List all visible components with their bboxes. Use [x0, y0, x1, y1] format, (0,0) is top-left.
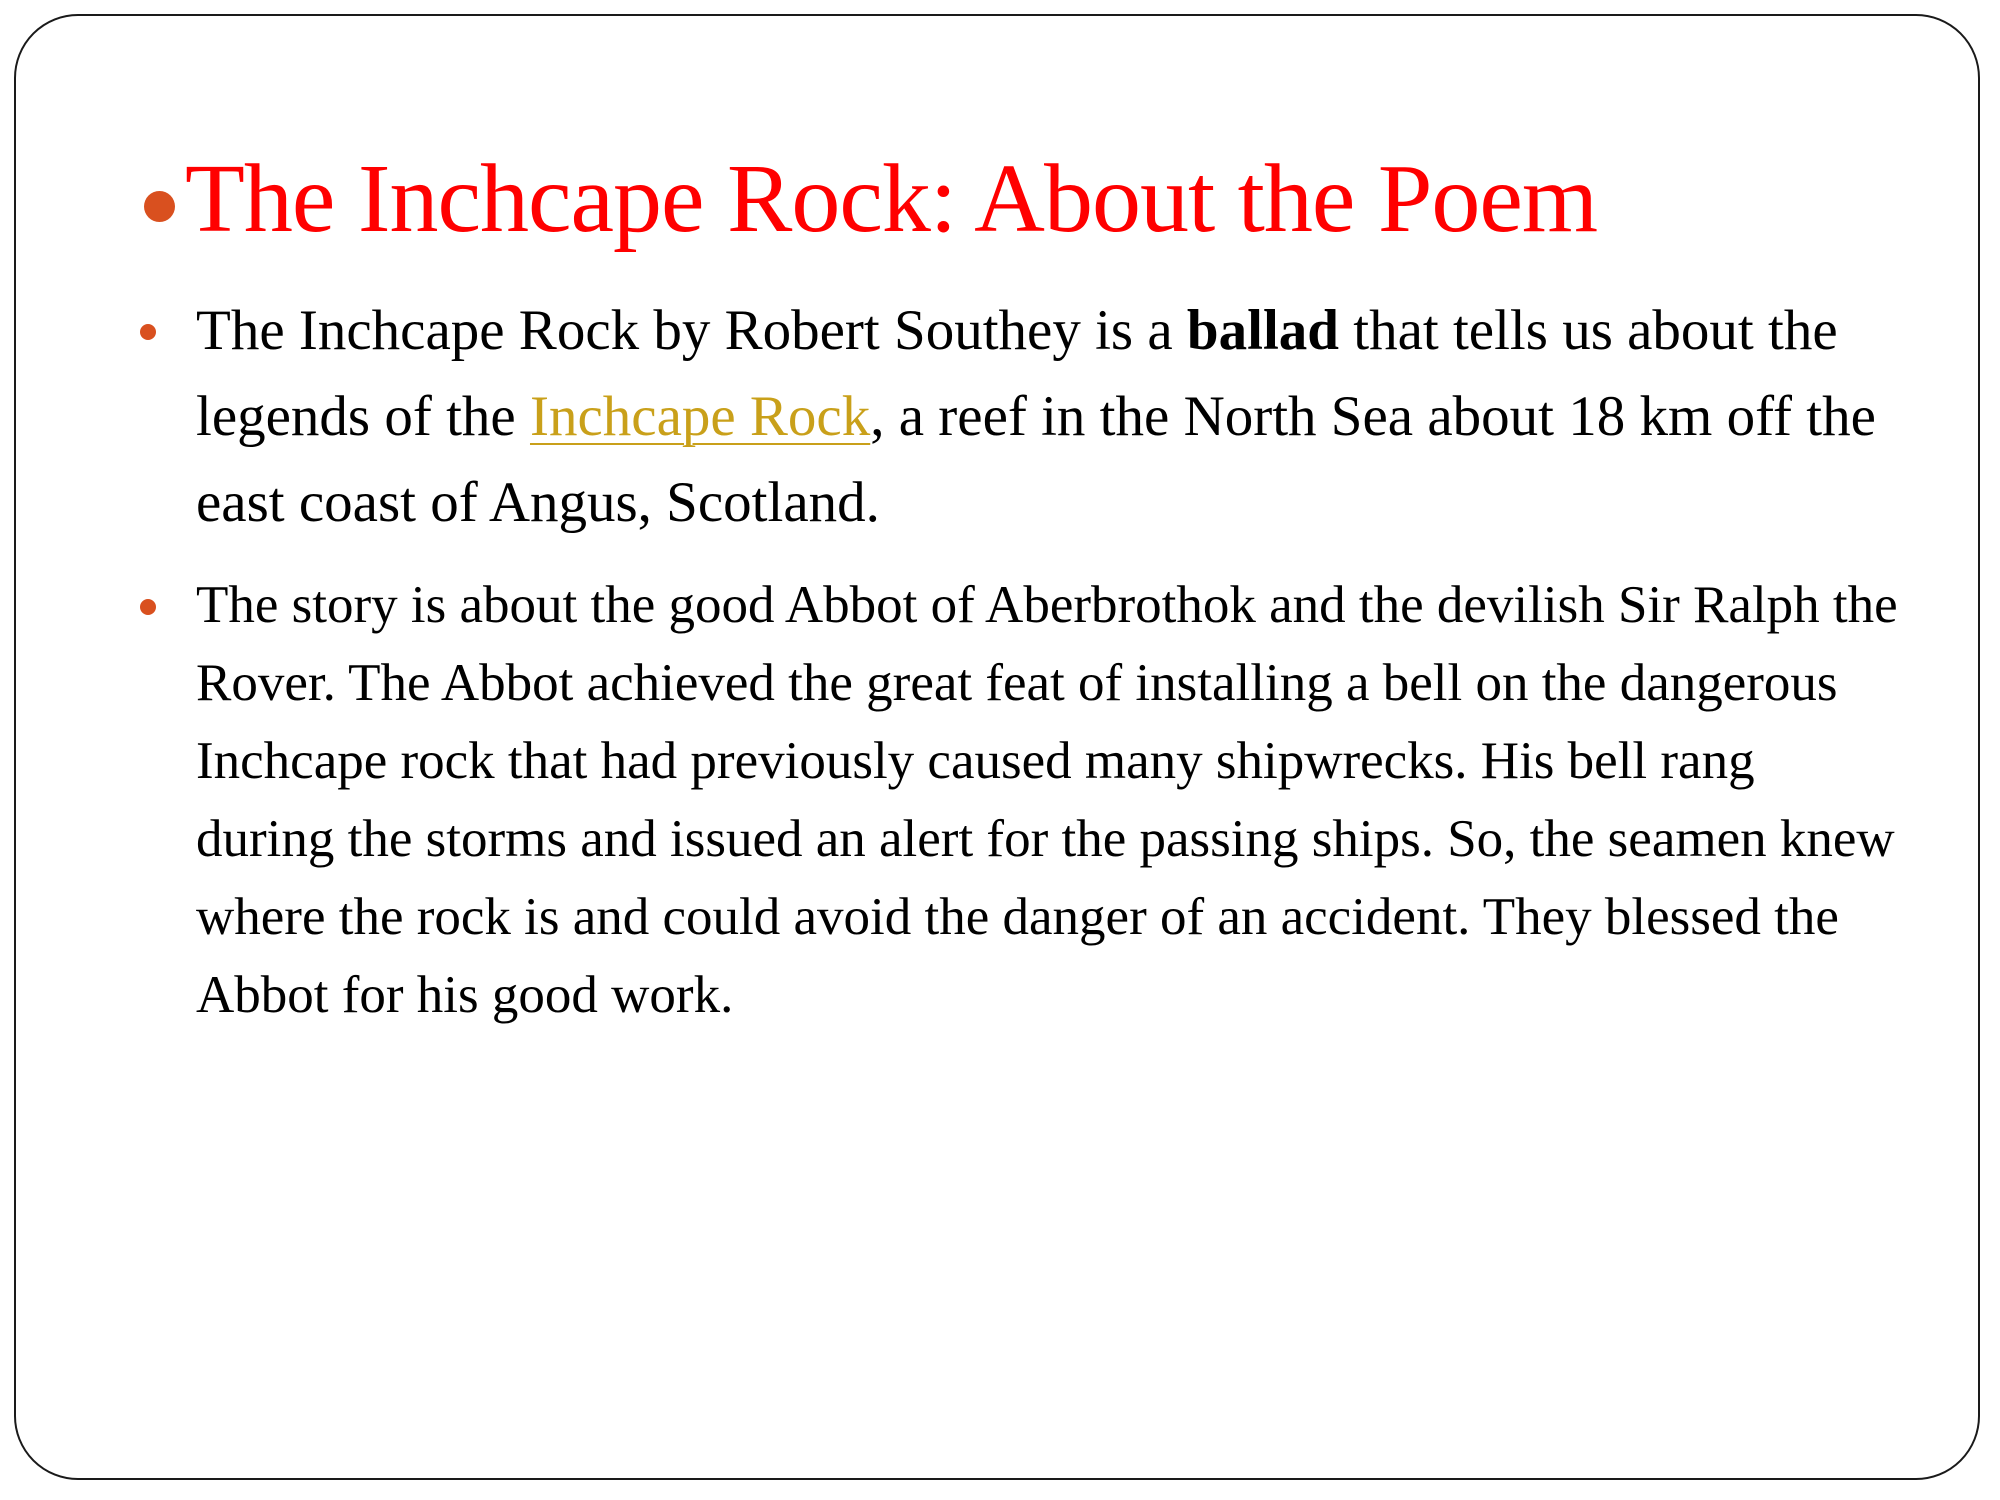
slide-title: The Inchcape Rock: About the Poem: [185, 145, 1598, 253]
bullet-item-story: [140, 566, 1900, 1034]
bullet-1-bold-word: ballad: [1186, 299, 1339, 362]
slide-title-row: [144, 134, 1944, 264]
bullet-1-text-middle: that tells us about the legends of the: [196, 299, 1838, 448]
bullet-2-text: The story is about the good Abbot of Aberbrothok and the devilish Sir Ralph the Rover. The Abbot achieved the great feat of installing a bell on the dangerous Inchcape rock that had previously caused many shipwrecks. His bell rang during the storms and issued an alert for the passing ships. So, the seamen knew where the rock is and could avoid the danger of an accident. They blessed the Abbot for his good work.: [196, 576, 1898, 1024]
bullet-list: [140, 288, 1900, 1034]
bullet-item-ballad: [140, 288, 1900, 546]
title-bullet-icon: [144, 191, 175, 222]
bullet-dot-icon: [140, 324, 156, 340]
slide-frame: [14, 14, 1980, 1480]
bullet-1-text-start: The Inchcape Rock by Robert Southey is a: [196, 299, 1187, 362]
bullet-1-text-end: , a reef in the North Sea about 18 km off the east coast of Angus, Scotland.: [196, 385, 1876, 534]
inchcape-rock-link[interactable]: Inchcape Rock: [529, 385, 871, 448]
bullet-dot-icon: [140, 599, 156, 615]
